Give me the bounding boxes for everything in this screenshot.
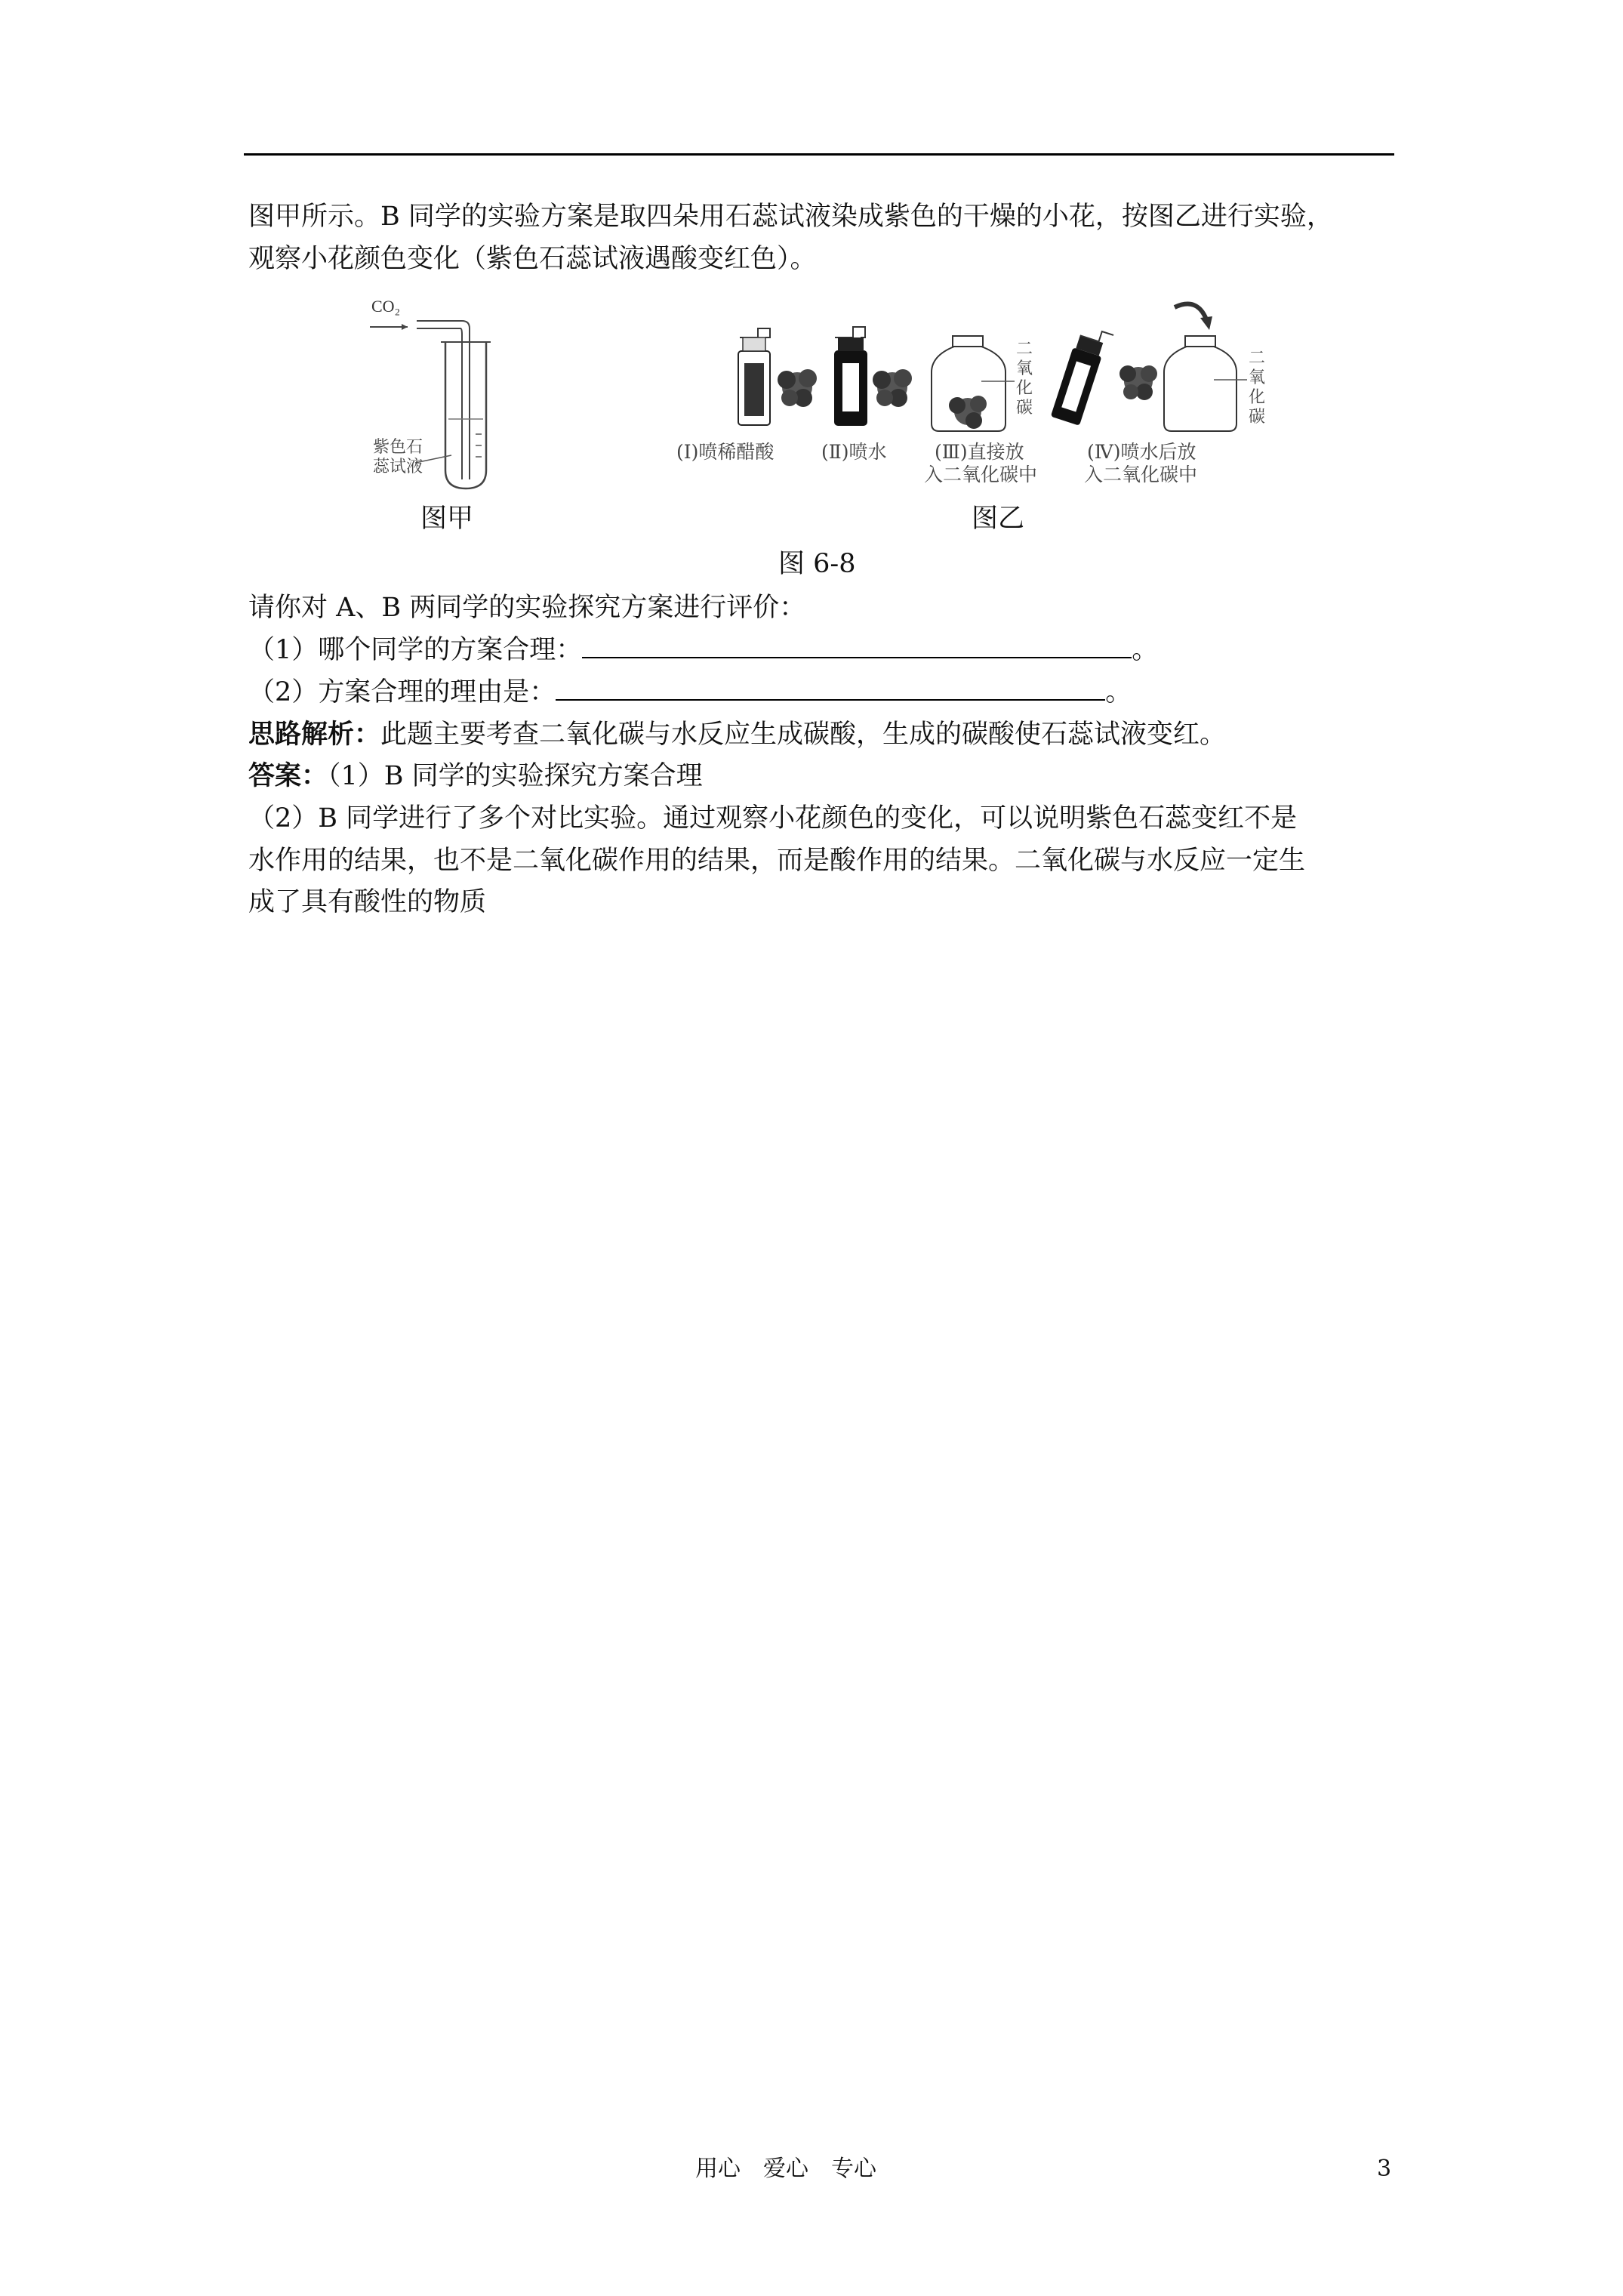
analysis-text: 此题主要考查二氧化碳与水反应生成碳酸，生成的碳酸使石蕊试液变红。 [380,720,1227,750]
answer-blank-2[interactable] [556,676,1105,701]
co2-label-jar-4: 二 氧 化 碳 [1248,349,1265,427]
step-3-label-1: (Ⅲ)直接放 [935,441,1024,463]
litmus-label-2: 蕊试液 [373,458,423,476]
flower-4 [1119,365,1157,400]
figure-yi [725,291,1283,442]
jar-co2-4 [1164,336,1247,431]
flower-1 [778,369,817,407]
answer [248,759,703,794]
answer-blank-1[interactable] [582,634,1132,658]
sprayer-tilted [1051,325,1113,427]
question-2 [248,675,1132,710]
figure-yi-caption: 图乙 [972,504,1025,534]
analysis-label: 思路解析： [248,719,381,750]
paragraph-line: 观察小花颜色变化（紫色石蕊试液遇酸变红色）。 [248,244,817,274]
flower-2 [873,369,912,407]
question-1-text: （1）哪个同学的方案合理： [248,635,583,665]
jar-co2-3 [932,336,1015,431]
co2-label: CO₂ [371,297,401,316]
analysis [248,717,1226,752]
step-1-label: (Ⅰ)喷稀醋酸 [676,441,775,463]
co2-label-jar-3: 二 氧 化 碳 [1015,340,1033,418]
header-rule [244,153,1394,156]
footer-motto: 用心 爱心 专心 [695,2156,876,2182]
step-4-label-2: 入二氧化碳中 [1084,464,1198,485]
question-2-end: 。 [1105,677,1132,707]
question-1 [248,633,1158,667]
answer-2-line-1: （2）B 同学进行了多个对比实验。通过观察小花颜色的变化，可以说明紫色石蕊变红不是 [248,803,1298,834]
answer-label: 答案： [248,760,328,791]
step-4-label-1: (Ⅳ)喷水后放 [1087,441,1196,463]
answer-2-line-2: 水作用的结果，也不是二氧化碳作用的结果，而是酸作用的结果。二氧化碳与水反应一定生 [248,846,1306,876]
question-2-text: （2）方案合理的理由是： [248,677,556,707]
question-1-end: 。 [1132,635,1159,665]
sprayer-water [835,327,867,425]
figure-jia-caption: 图甲 [420,504,474,534]
move-arrow [1175,304,1206,319]
paragraph-line: 图甲所示。B 同学的实验方案是取四朵用石蕊试液染成紫色的干燥的小花，按图乙进行实验， [248,202,1333,232]
step-3-label-2: 入二氧化碳中 [924,464,1038,485]
sprayer-acid [738,328,770,425]
answer-text: （1）B 同学的实验探究方案合理 [328,761,703,791]
step-2-label: (Ⅱ)喷水 [821,441,887,463]
answer-2-line-3: 成了具有酸性的物质 [248,887,487,917]
litmus-label-1: 紫色石 [373,438,423,457]
figure-caption: 图 6-8 [778,549,856,579]
evaluate-prompt: 请你对 A、B 两同学的实验探究方案进行评价： [248,593,806,623]
page-number: 3 [1377,2156,1392,2182]
